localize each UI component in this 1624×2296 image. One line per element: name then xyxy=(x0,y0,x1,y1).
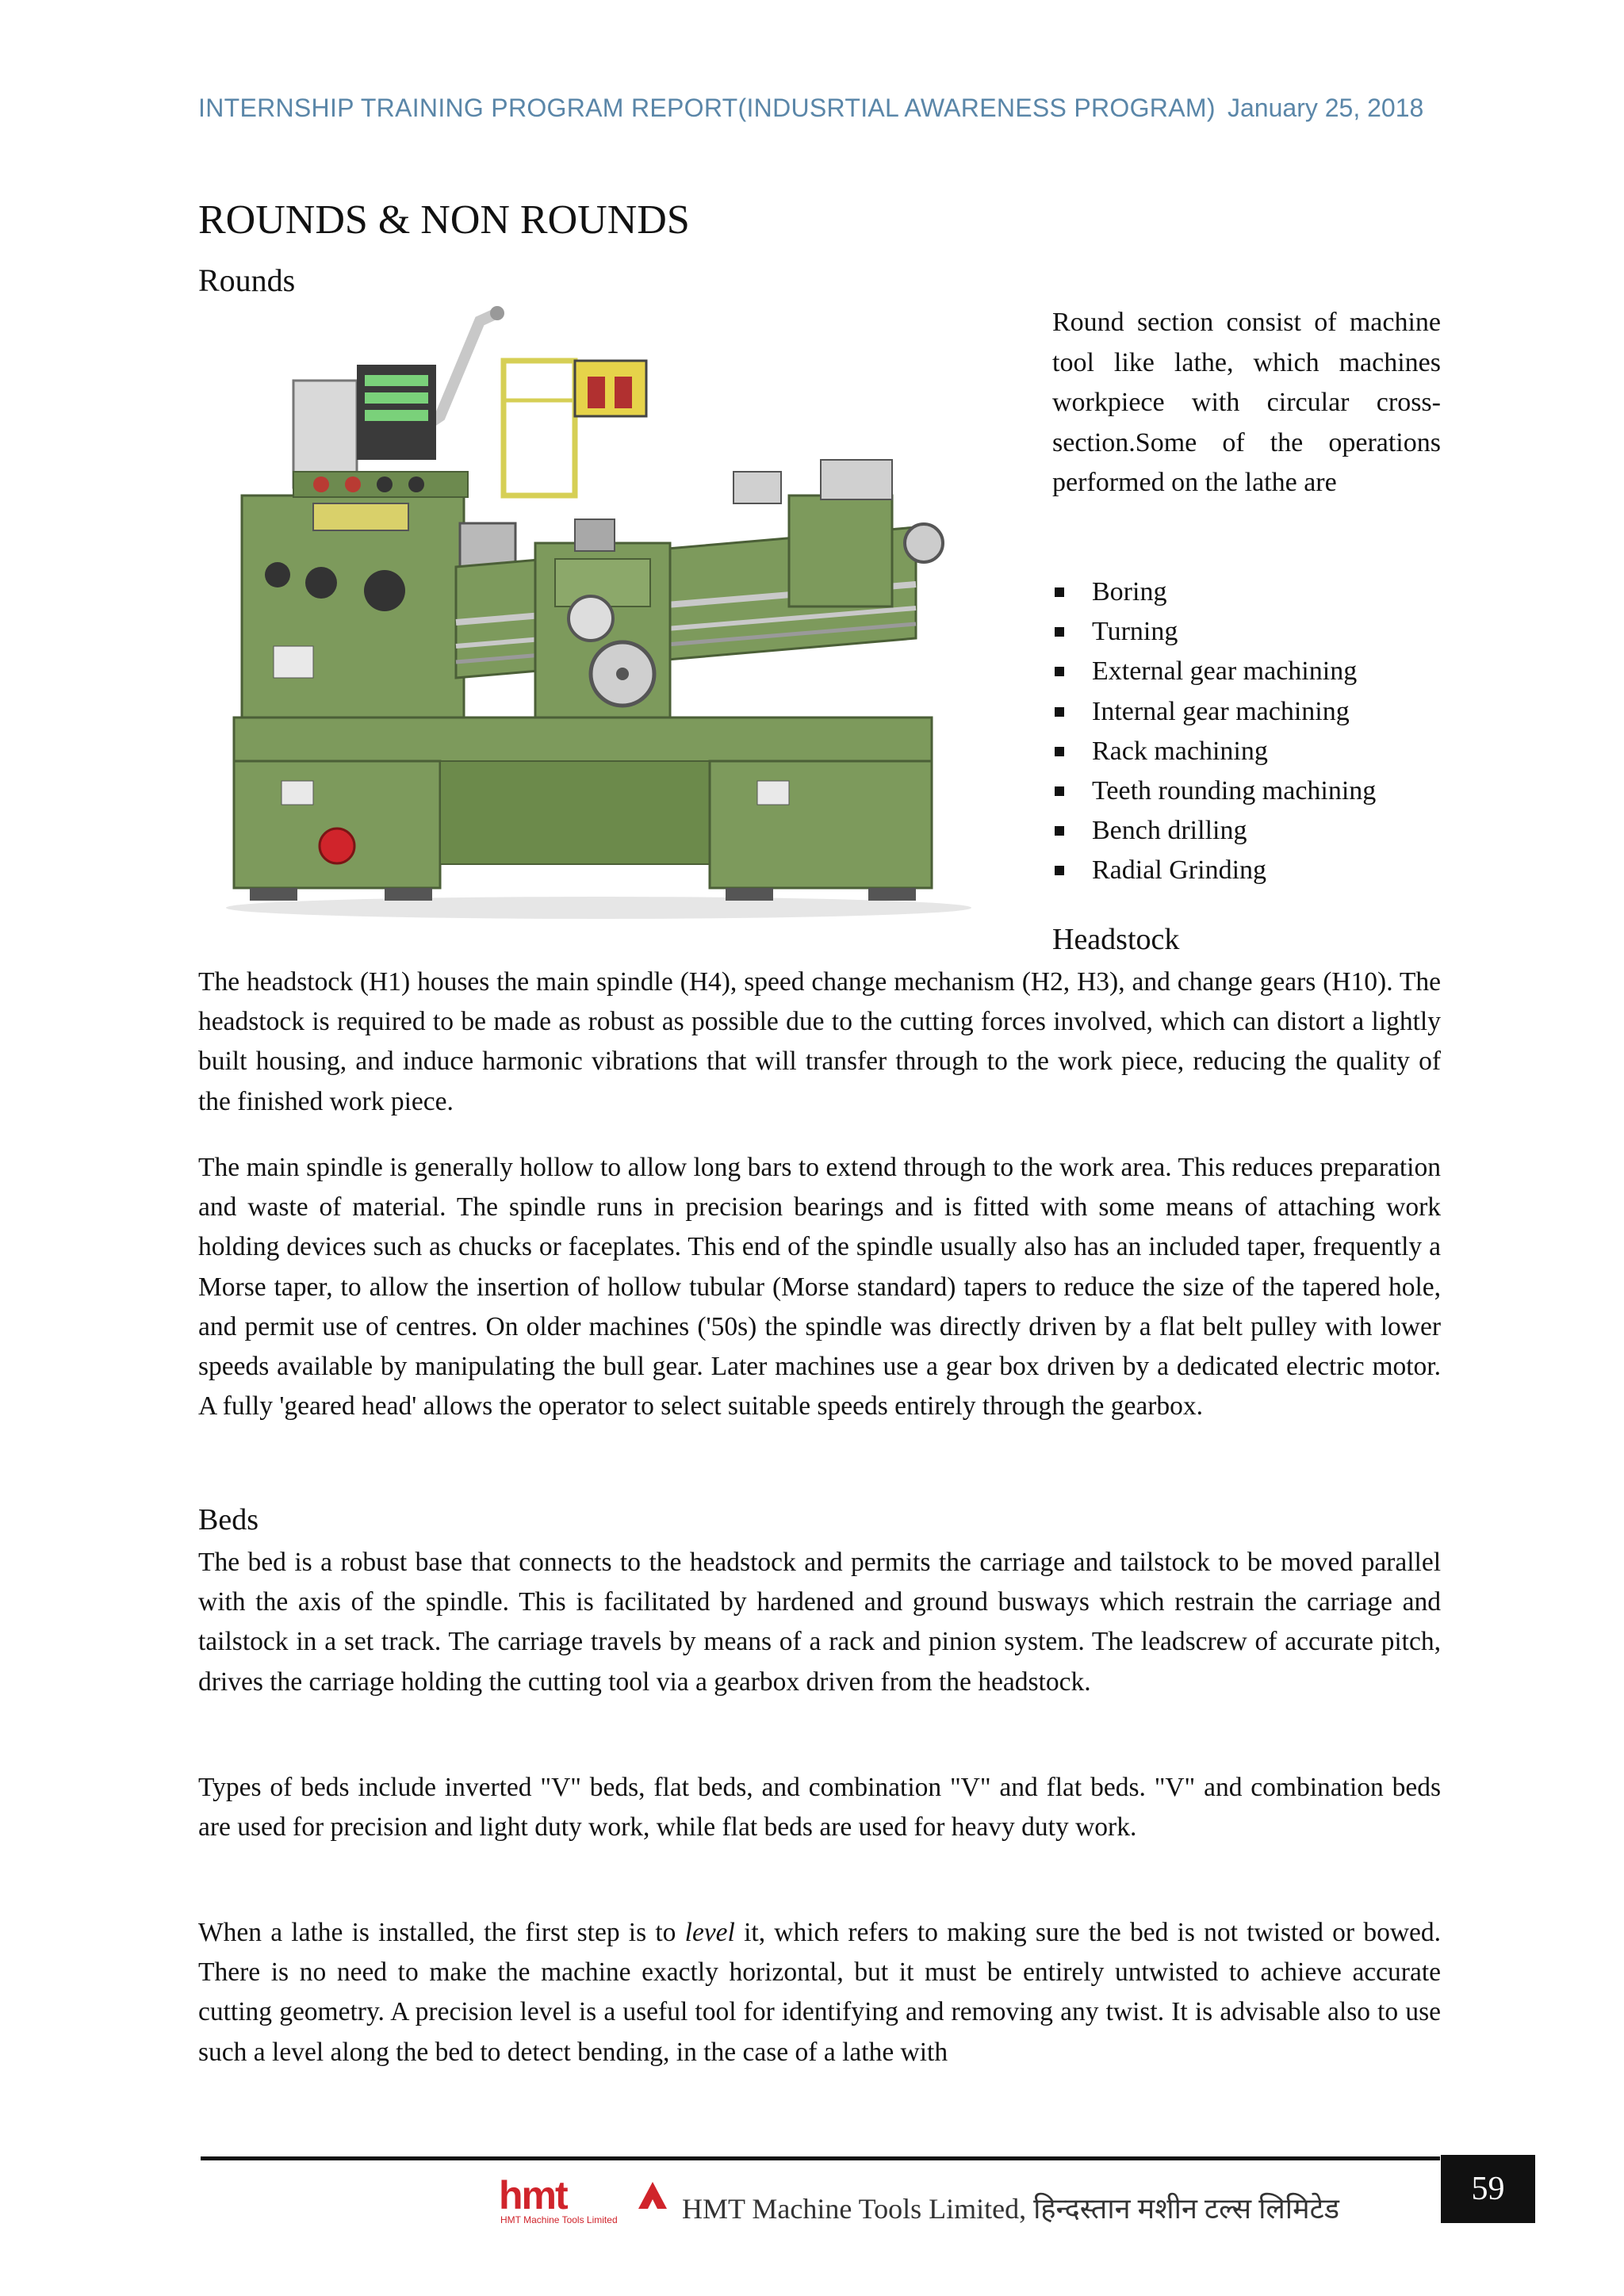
lathe-machine-image xyxy=(202,305,1005,924)
lathe-operations-list xyxy=(1052,572,1376,891)
beds-paragraph-3 xyxy=(198,1913,1441,2072)
beds-heading: Beds xyxy=(198,1503,259,1536)
list-item: Boring xyxy=(1052,572,1376,612)
beds-paragraph-1: The bed is a robust base that connects to the headstock and permits the carriage and tailstock to be moved parallel with the axis of the spindle. This is facilitated by hardened and ground busways which restrain the carriage and tailstock in a set track. The carriage travels by means of a rack and pinion system. The leadscrew of accurate pitch, drives the carriage holding the cutting tool via a gearbox driven from the headstock. xyxy=(198,1548,1441,1697)
beds-paragraph-3-end: it, which refers to making sure the bed is not twisted or bowed. There is no need to make the machine exactly horizontal, but it must be entirely untwisted to achieve accurate cutting geometry. A precision level is a useful tool for identifying and removing any twist. It is advisable also to use such a level along the bed to detect bending, in the case of a lathe with xyxy=(198,1918,1441,2067)
hmt-logo xyxy=(497,2174,683,2226)
running-header-title: INTERNSHIP TRAINING PROGRAM REPORT(INDUSRTIAL AWARENESS PROGRAM) xyxy=(198,94,1216,122)
footer-company-name: HMT Machine Tools Limited, हिन्दस्तान मशीन टल्स लिमिटेड xyxy=(682,2193,1340,2225)
logo-subtext: HMT Machine Tools Limited xyxy=(500,2214,618,2225)
headstock-paragraph-2: The main spindle is generally hollow to allow long bars to extend through to the work area. This reduces preparation and waste of material. The spindle runs in precision bearings and is fitted with some means of attaching work holding devices such as chucks or faceplates. This end of the spindle usually also has an included taper, frequently a Morse taper, to allow the insertion of hollow tubular (Morse standard) tapers to reduce the size of the tapered hole, and permit use of centres. On older machines ('50s) the spindle was directly driven by a flat belt pulley with lower speeds available by manipulating the bull gear. Later machines use a gear box driven by a dedicated electric motor. A fully 'geared head' allows the operator to select suitable speeds entirely through the gearbox. xyxy=(198,1153,1441,1422)
list-item: Internal gear machining xyxy=(1052,692,1376,732)
section-title: ROUNDS & NON ROUNDS xyxy=(198,197,690,243)
list-item: Rack machining xyxy=(1052,732,1376,771)
running-header-date: January 25, 2018 xyxy=(1228,94,1424,122)
beds-paragraph-2: Types of beds include inverted "V" beds, flat beds, and combination "V" and flat beds. "V" and combination beds are used for precision and light duty work, while flat beds are used for heavy duty work. xyxy=(198,1773,1441,1843)
rounds-heading: Rounds xyxy=(198,262,296,298)
rounds-intro-text: Round section consist of machine tool like lathe, which machines workpiece with circular cross-section.Some of the operations performed on the lathe are xyxy=(1052,308,1441,497)
headstock-paragraph-1: The headstock (H1) houses the main spindle (H4), speed change mechanism (H2, H3), and change gears (H10). The headstock is required to be made as robust as possible due to the cutting forces involved, which can distort a lightly built housing, and induce harmonic vibrations that will transfer through to the work piece, reducing the quality of the finished work piece. xyxy=(198,967,1441,1116)
list-item: Bench drilling xyxy=(1052,811,1376,851)
page-number: 59 xyxy=(1441,2155,1535,2223)
footer-divider xyxy=(201,2156,1440,2160)
list-item: External gear machining xyxy=(1052,652,1376,691)
beds-paragraph-3-start: When a lathe is installed, the first step is to xyxy=(198,1918,685,1947)
list-item: Turning xyxy=(1052,612,1376,652)
logo-wordmark: hmt xyxy=(499,2174,567,2218)
list-item: Teeth rounding machining xyxy=(1052,771,1376,811)
list-item: Radial Grinding xyxy=(1052,851,1376,890)
headstock-heading: Headstock xyxy=(1052,923,1180,956)
level-emphasis: level xyxy=(684,1918,735,1947)
